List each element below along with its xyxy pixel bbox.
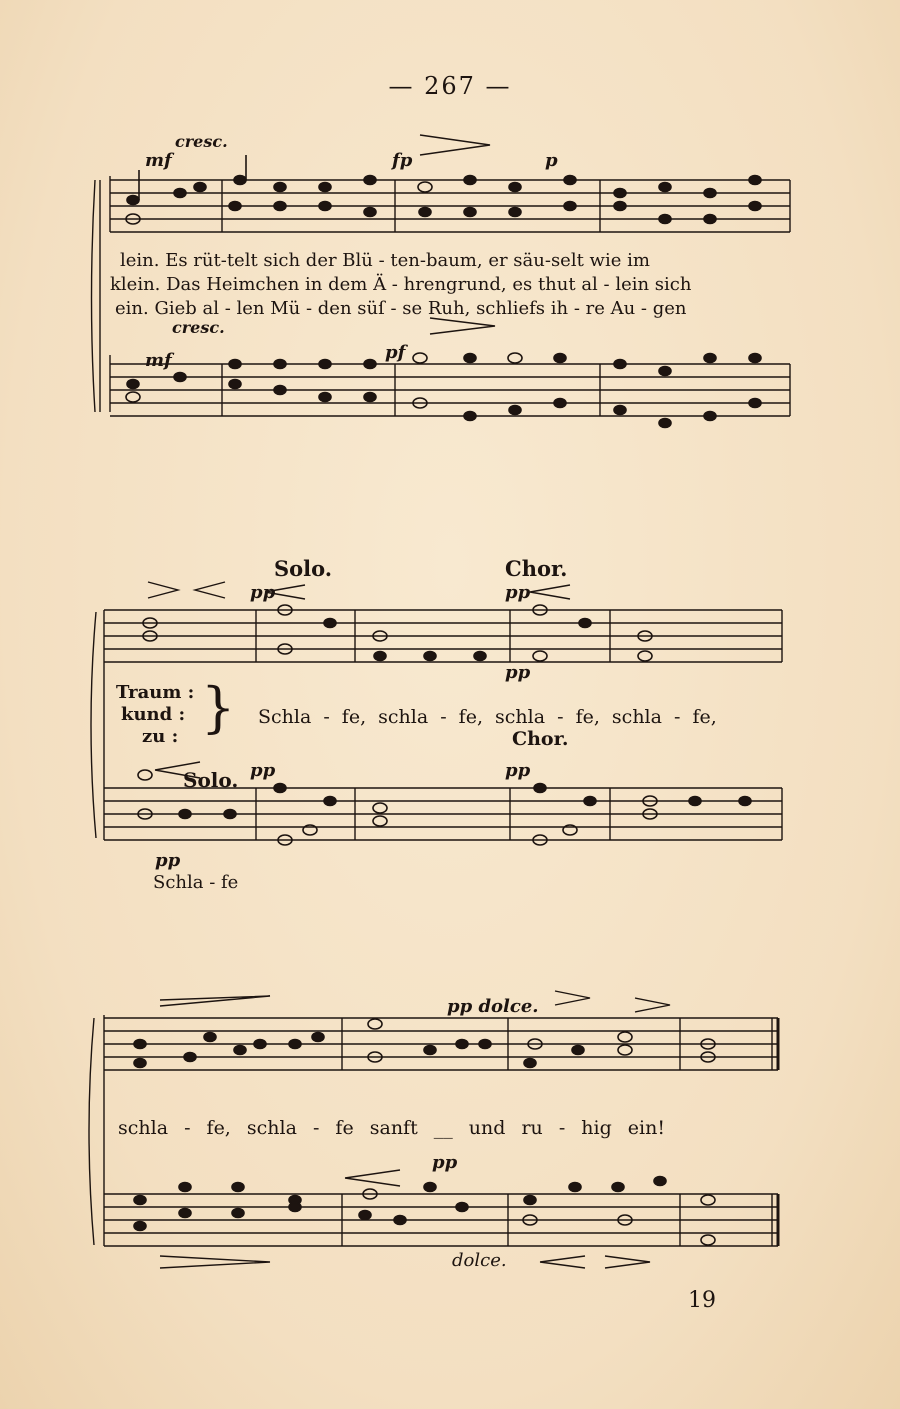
- dynamic-mf-top: mf: [145, 150, 172, 171]
- system3-bottom-staff: [104, 1194, 778, 1246]
- dynamic-mf-bottom: mf: [145, 350, 172, 371]
- pp-dolce-top: pp dolce.: [447, 996, 539, 1017]
- dynamic-pp-4: pp: [250, 760, 276, 781]
- refrain-lyrics: Schla - fe, schla - fe, schla - fe, schla - fe,: [258, 706, 717, 728]
- verse-word-3: zu :: [142, 726, 179, 747]
- lower-lyric: Schla - fe: [153, 872, 239, 893]
- dynamic-p-top: p: [545, 150, 558, 171]
- page-number: — 267 —: [388, 72, 512, 100]
- system3-top-staff: [104, 1018, 778, 1070]
- dynamic-pp-6: pp: [155, 850, 181, 871]
- system2-bottom-staff: [104, 788, 782, 840]
- system1-brace: [92, 180, 101, 412]
- dynamic-pp-1: pp: [250, 582, 276, 603]
- dolce-bottom: dolce.: [452, 1250, 507, 1271]
- system3-brace: [89, 1018, 94, 1245]
- verse-word-2: kund :: [121, 704, 186, 725]
- lyric-line-3: ein. Gieb al - len Mü - den süſ - se Ruh, schliefs ih - re Au - gen: [115, 298, 687, 319]
- verse-brace: }: [201, 676, 236, 739]
- dynamic-pp-7: pp: [432, 1152, 458, 1173]
- system1-top-staff: [110, 180, 790, 232]
- cresc-top: cresc.: [175, 132, 228, 151]
- dynamic-fp-top: fp: [392, 150, 413, 171]
- chor-label-2: Chor.: [512, 728, 569, 750]
- final-lyrics: schla - fe, schla - fe sanft __ und ru - hig ein!: [118, 1117, 665, 1139]
- system1-bottom-staff: [110, 364, 790, 416]
- dynamic-pp-2: pp: [505, 582, 531, 603]
- lyric-line-1: lein. Es rüt-telt sich der Blü - ten-baum, er säu-selt wie im: [120, 250, 650, 271]
- cresc-bottom: cresc.: [172, 318, 225, 337]
- chor-label: Chor.: [505, 556, 568, 581]
- dynamic-pf-bottom: pf: [385, 342, 406, 363]
- system2-brace: [91, 612, 96, 838]
- solo-label: Solo.: [274, 556, 333, 581]
- dynamic-pp-3: pp: [505, 662, 531, 683]
- system2-top-staff: [104, 610, 782, 662]
- lyric-line-2: klein. Das Heimchen in dem Ä - hrengrund, es thut al - lein sich: [110, 274, 692, 295]
- dynamic-pp-5: pp: [505, 760, 531, 781]
- signature-mark: 19: [688, 1288, 716, 1313]
- verse-word-1: Traum :: [116, 682, 195, 703]
- solo-label-2: Solo.: [183, 768, 239, 792]
